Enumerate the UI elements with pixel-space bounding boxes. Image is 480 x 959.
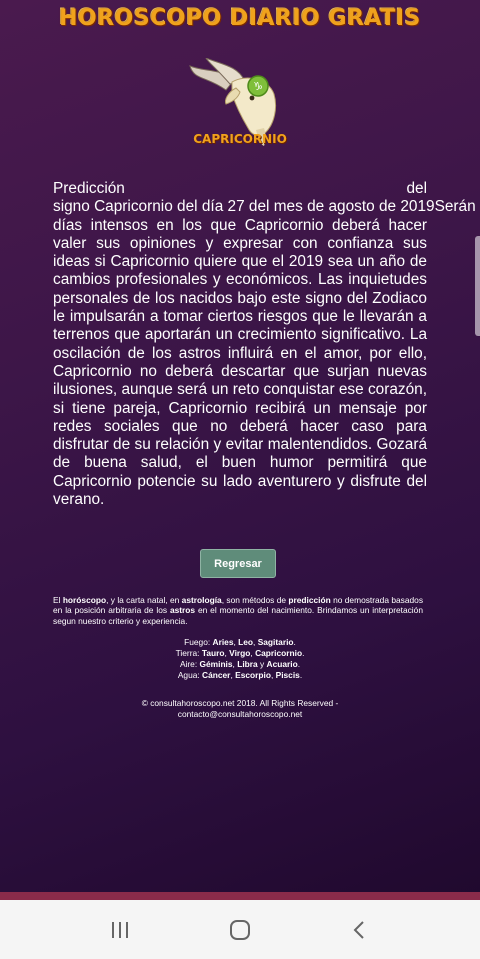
sign-link[interactable]: Géminis (199, 659, 233, 669)
sign-link[interactable]: Cáncer (202, 670, 231, 680)
android-navigation-bar (0, 900, 480, 959)
sign-link[interactable]: Aries (212, 637, 234, 647)
disclaimer-text: El horóscopo, y la carta natal, en astrología, son métodos de predicción no demostrada basados en la posición arbitraria de los astros en el momento del nacimiento. Brindamos un interpretación segun nuestro criterio y experiencia. (53, 595, 424, 626)
element-earth: Tierra: Tauro, Virgo, Capricornio. (175, 648, 305, 658)
sign-link[interactable]: Sagitario (257, 637, 294, 647)
sign-link[interactable]: Capricornio (255, 648, 303, 658)
sign-link[interactable]: Tauro (201, 648, 225, 658)
sign-link[interactable]: Virgo (229, 648, 251, 658)
sign-link[interactable]: Leo (238, 637, 254, 647)
sign-link[interactable]: Escorpio (235, 670, 271, 680)
sign-link[interactable]: Libra (237, 659, 258, 669)
prediction-text (53, 180, 476, 509)
back-nav-button[interactable] (340, 910, 380, 950)
recents-icon (109, 920, 131, 940)
prediction-body: días intensos en los que Capricornio deberá hacer valer sus opiniones y expresar con confianza sus ideas si Capricornio quiere que el 2019 sea un año de cambios profesionales y económicos. Las inquietudes personales de los nacidos bajo este signo del Zodiaco le impulsarán a tomar ciertos riesgos que le llevarán a terrenos que aportarán un crecimiento significativo. La oscilación de los astros influirá en el amor, por ello, Capricornio no deberá descartar que surjan nuevas ilusiones, aunque será un reto conquistar ese corazón, si tiene pareja, Capricornio recibirá un mensaje por redes sociales que no deberá hacer caso para disfrutar de su relación y evitar malentendidos. Gozará de buena salud, el buen humor permitirá que Capricornio potencie su lado aventurero y disfrute del verano. (53, 216, 427, 509)
page-bottom-strip (0, 892, 480, 900)
zodiac-elements (0, 637, 480, 681)
back-icon (349, 919, 371, 941)
element-fire: Fuego: Aries, Leo, Sagitario. (184, 637, 296, 647)
site-title: HOROSCOPO DIARIO GRATIS (59, 6, 421, 31)
scrollbar[interactable] (475, 236, 480, 336)
recents-button[interactable] (100, 910, 140, 950)
home-button[interactable] (220, 910, 260, 950)
prediction-lead: Predicción del (53, 180, 427, 197)
footer (0, 698, 480, 720)
element-water: Agua: Cáncer, Escorpio, Piscis. (177, 670, 303, 680)
element-air: Aire: Géminis, Libra y Acuario. (179, 659, 301, 669)
copyright-text: © consultahoroscopo.net 2018. All Rights Reserved - (141, 698, 339, 708)
prediction-date-line: signo Capricornio del día 27 del mes de agosto de 2019Serán (53, 198, 476, 216)
contact-email[interactable]: contacto@consultahoroscopo.net (177, 709, 303, 719)
capricorn-glyph: ♑ (253, 80, 263, 93)
sign-link[interactable]: Piscis (275, 670, 300, 680)
home-icon (229, 919, 251, 941)
sign-link[interactable]: Acuario (266, 659, 298, 669)
back-button[interactable]: Regresar (200, 549, 276, 578)
sign-name: CAPRICORNIO (193, 132, 287, 146)
